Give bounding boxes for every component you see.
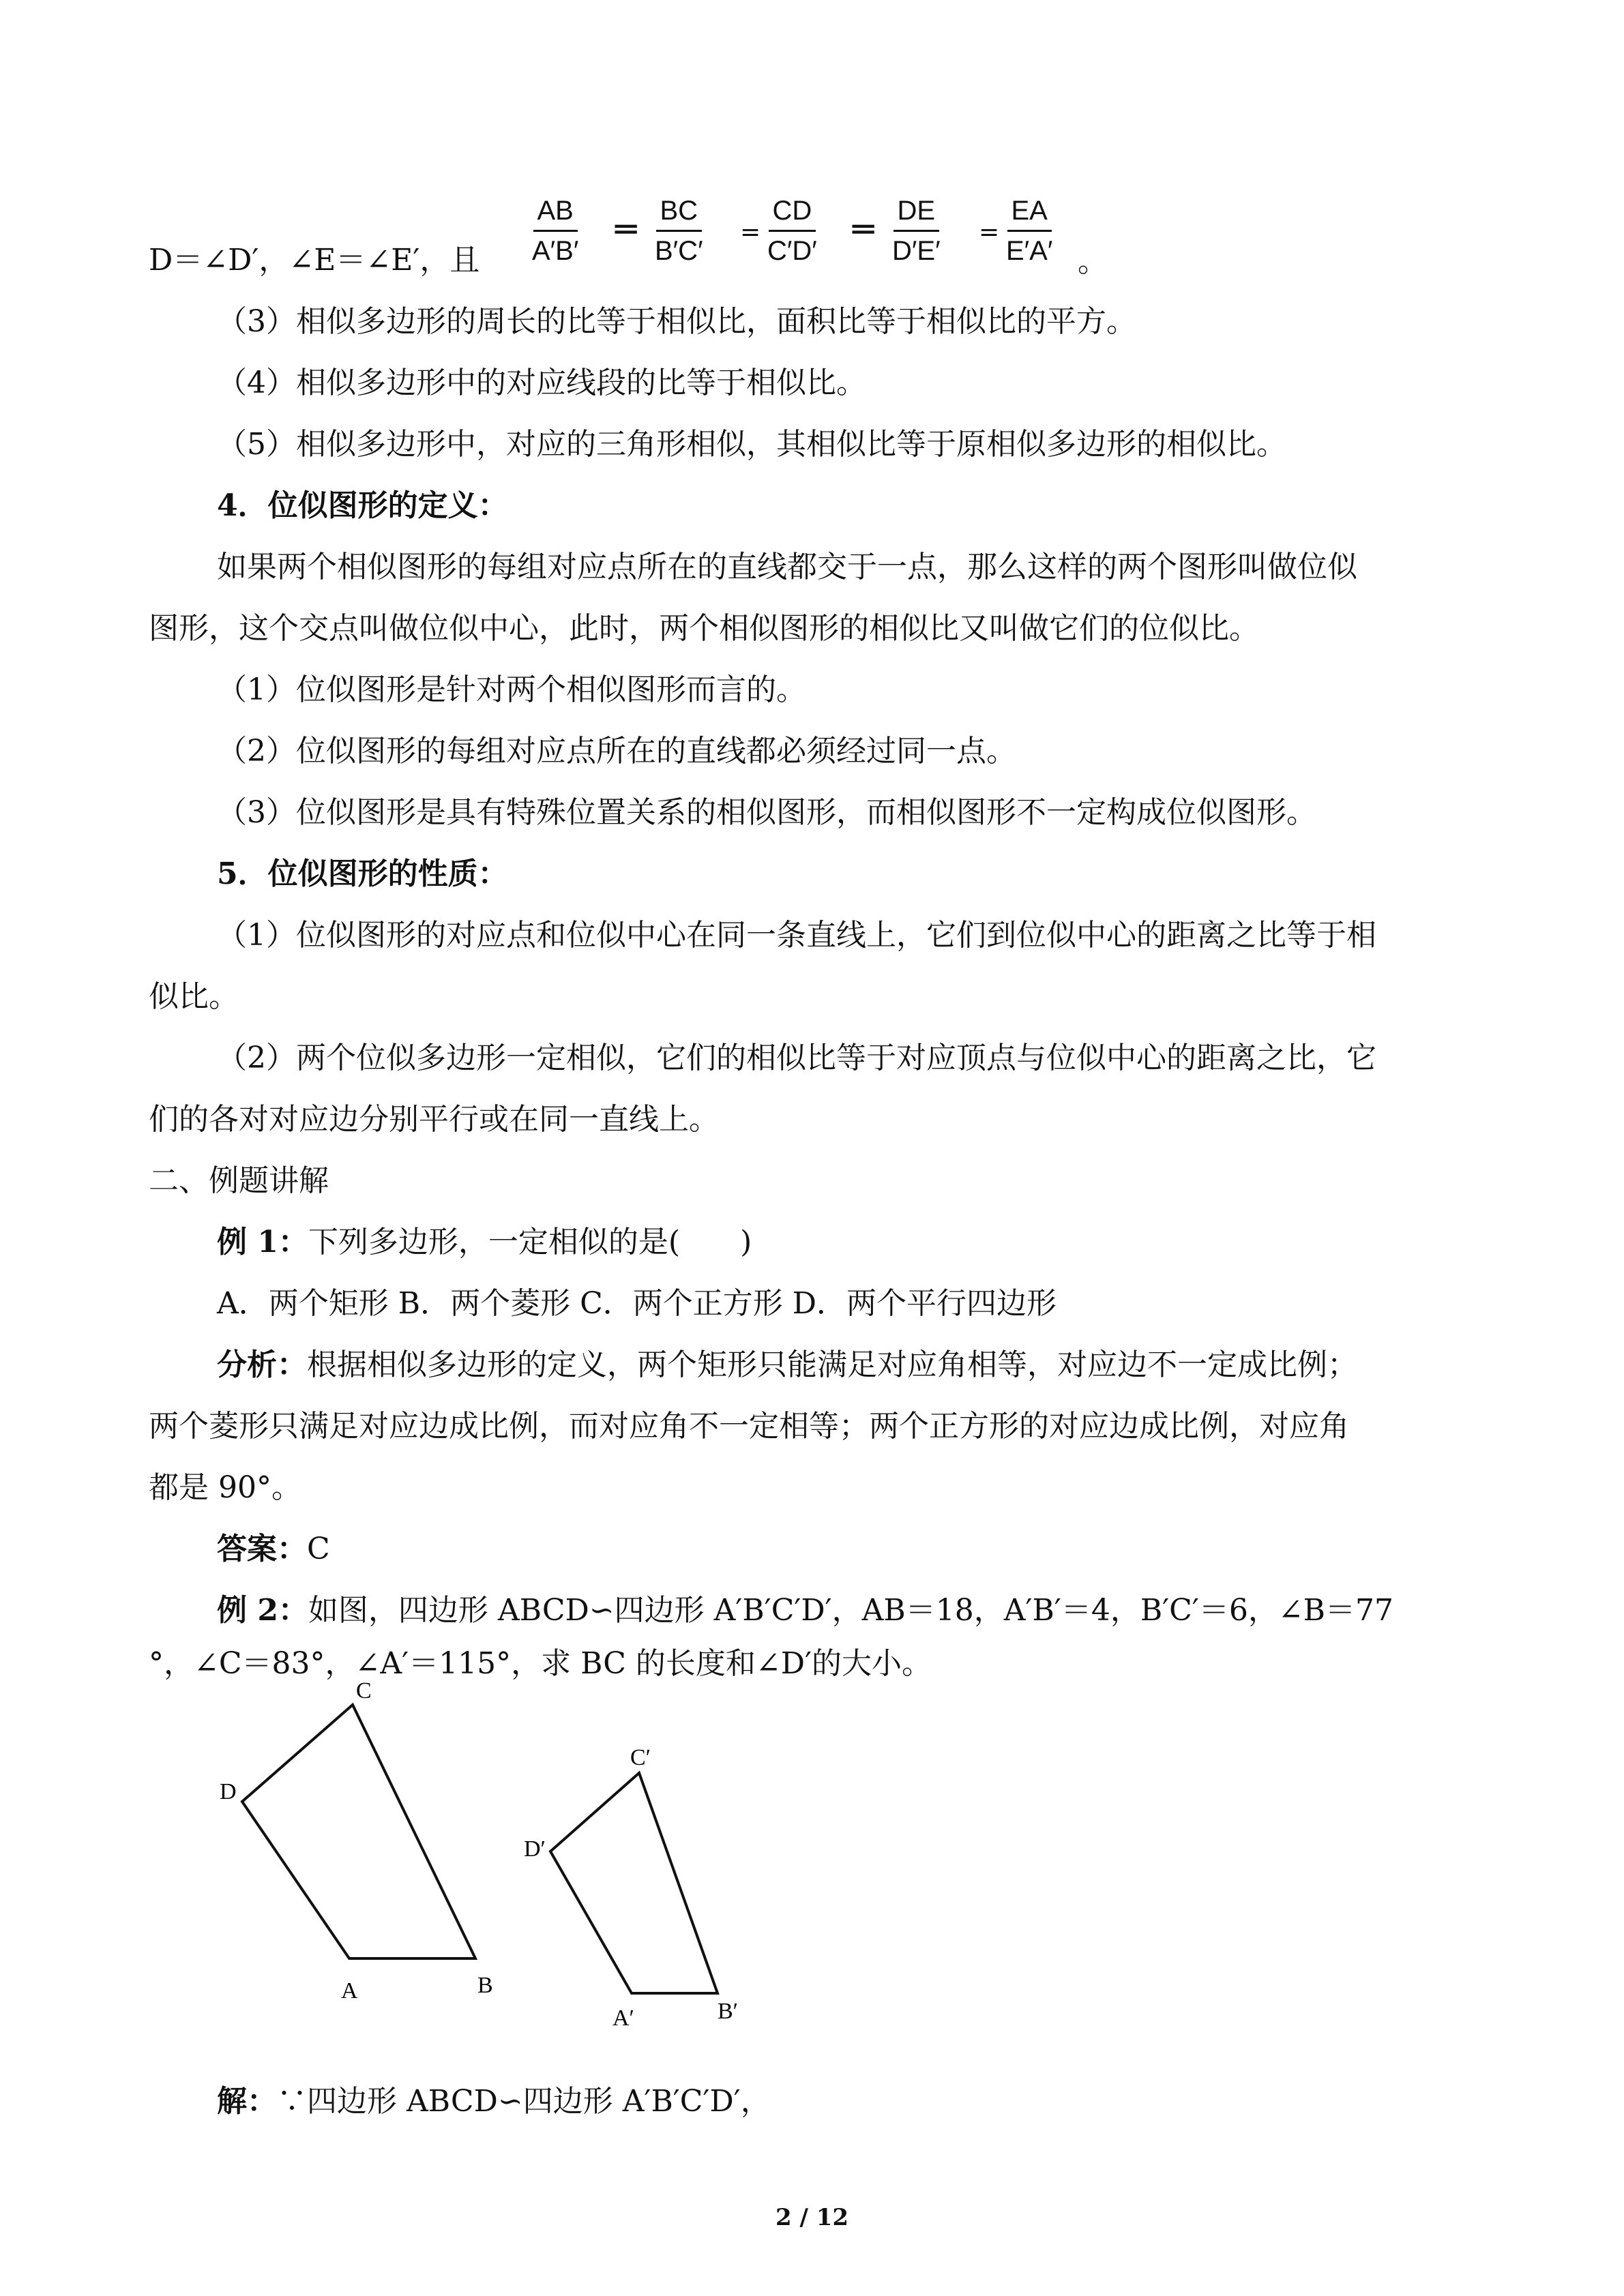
vertex-label: A <box>341 1978 358 2003</box>
formula-tail: 。 <box>1078 244 1108 279</box>
paragraph-line: 如果两个相似图形的每组对应点所在的直线都交于一点，那么这样的两个图形叫做位似 <box>217 550 1357 584</box>
fraction-bc: $\frac{BC}{B'C'}$ <box>655 196 703 266</box>
example-question: 如图，四边形 ABCD∽四边形 A′B′C′D′，AB＝18，A′B′＝4，B′C′＝6，∠B＝77 <box>308 1593 1394 1628</box>
page-number: 2 / 12 <box>775 2204 849 2231</box>
example-label: 例 2： <box>217 1593 308 1628</box>
quadrilateral-a-prime <box>550 1773 718 1993</box>
definition-note-1: （1）位似图形是针对两个相似图形而言的。 <box>217 672 806 707</box>
example-label: 例 1： <box>217 1225 308 1259</box>
section-heading-homothety-properties: 5．位似图形的性质： <box>217 856 508 891</box>
paragraph-line: 都是 90°。 <box>149 1470 301 1505</box>
vertex-label: B′ <box>718 1999 739 2024</box>
vertex-label: C′ <box>630 1745 651 1770</box>
analysis-label: 分析： <box>217 1347 307 1382</box>
analysis <box>217 1345 1357 1386</box>
vertex-label: A′ <box>612 2006 634 2031</box>
definition-note-3: （3）位似图形是具有特殊位置关系的相似图形，而相似图形不一定构成位似图形。 <box>217 795 1316 830</box>
paragraph-line: 两个菱形只满足对应边成比例，而对应角不一定相等；两个正方形的对应边成比例，对应角 <box>149 1409 1349 1444</box>
analysis-text: 根据相似多边形的定义，两个矩形只能满足对应角相等，对应边不一定成比例； <box>307 1347 1357 1382</box>
property-3: （3）相似多边形的周长的比等于相似比，面积比等于相似比的平方。 <box>217 304 1136 339</box>
vertex-label: C <box>356 1678 372 1703</box>
formula-lead: D＝∠D′，∠E＝∠E′，且 <box>149 243 480 278</box>
homothety-property-1: （1）位似图形的对应点和位似中心在同一条直线上，它们到位似中心的距离之比等于相 <box>217 918 1376 953</box>
paragraph-line: 们的各对对应边分别平行或在同一直线上。 <box>149 1102 719 1137</box>
example-1-options: A．两个矩形 B．两个菱形 C．两个正方形 D．两个平行四边形 <box>217 1286 1057 1321</box>
answer-label: 答案： <box>217 1532 307 1566</box>
equals-sign: ═ <box>615 209 637 250</box>
solution <box>217 2081 771 2122</box>
equals-sign: = <box>979 218 1000 246</box>
quadrilateral-abcd <box>242 1705 475 1958</box>
fraction-de: $\frac{DE}{D'E'}$ <box>892 196 941 266</box>
example-1 <box>217 1222 752 1263</box>
equals-sign: ═ <box>853 209 874 250</box>
vertex-label: D′ <box>524 1836 546 1862</box>
property-4: （4）相似多边形中的对应线段的比等于相似比。 <box>217 366 866 400</box>
vertex-label: B <box>477 1973 493 1998</box>
property-5: （5）相似多边形中，对应的三角形相似，其相似比等于原相似多边形的相似比。 <box>217 427 1286 462</box>
definition-note-2: （2）位似图形的每组对应点所在的直线都必须经过同一点。 <box>217 734 1016 769</box>
answer <box>217 1529 330 1570</box>
equals-sign: = <box>740 218 761 246</box>
section-heading-homothety-definition: 4．位似图形的定义： <box>217 488 508 523</box>
paragraph-line: °，∠C＝83°，∠A′＝115°，求 BC 的长度和∠D′的大小。 <box>149 1646 932 1681</box>
homothety-property-2: （2）两个位似多边形一定相似，它们的相似比等于对应顶点与位似中心的距离之比，它 <box>217 1041 1376 1075</box>
example-question: 下列多边形，一定相似的是( ) <box>308 1225 752 1259</box>
answer-value: C <box>307 1532 330 1566</box>
section-heading-examples: 二、例题讲解 <box>149 1163 329 1198</box>
quadrilateral-figure <box>205 1678 818 2032</box>
example-2 <box>217 1590 1393 1631</box>
fraction-ab: $\frac{AB}{A'B'}$ <box>532 196 579 266</box>
solution-label: 解： <box>217 2084 277 2119</box>
vertex-label: D <box>220 1779 237 1804</box>
fraction-ea: $\frac{EA}{E'A'}$ <box>1006 196 1053 266</box>
paragraph-line: 图形，这个交点叫做位似中心，此时，两个相似图形的相似比又叫做它们的位似比。 <box>149 611 1259 646</box>
fraction-cd: $\frac{CD}{C'D'}$ <box>767 196 817 266</box>
solution-text: ∵四边形 ABCD∽四边形 A′B′C′D′， <box>277 2084 771 2119</box>
paragraph-line: 似比。 <box>149 979 239 1014</box>
